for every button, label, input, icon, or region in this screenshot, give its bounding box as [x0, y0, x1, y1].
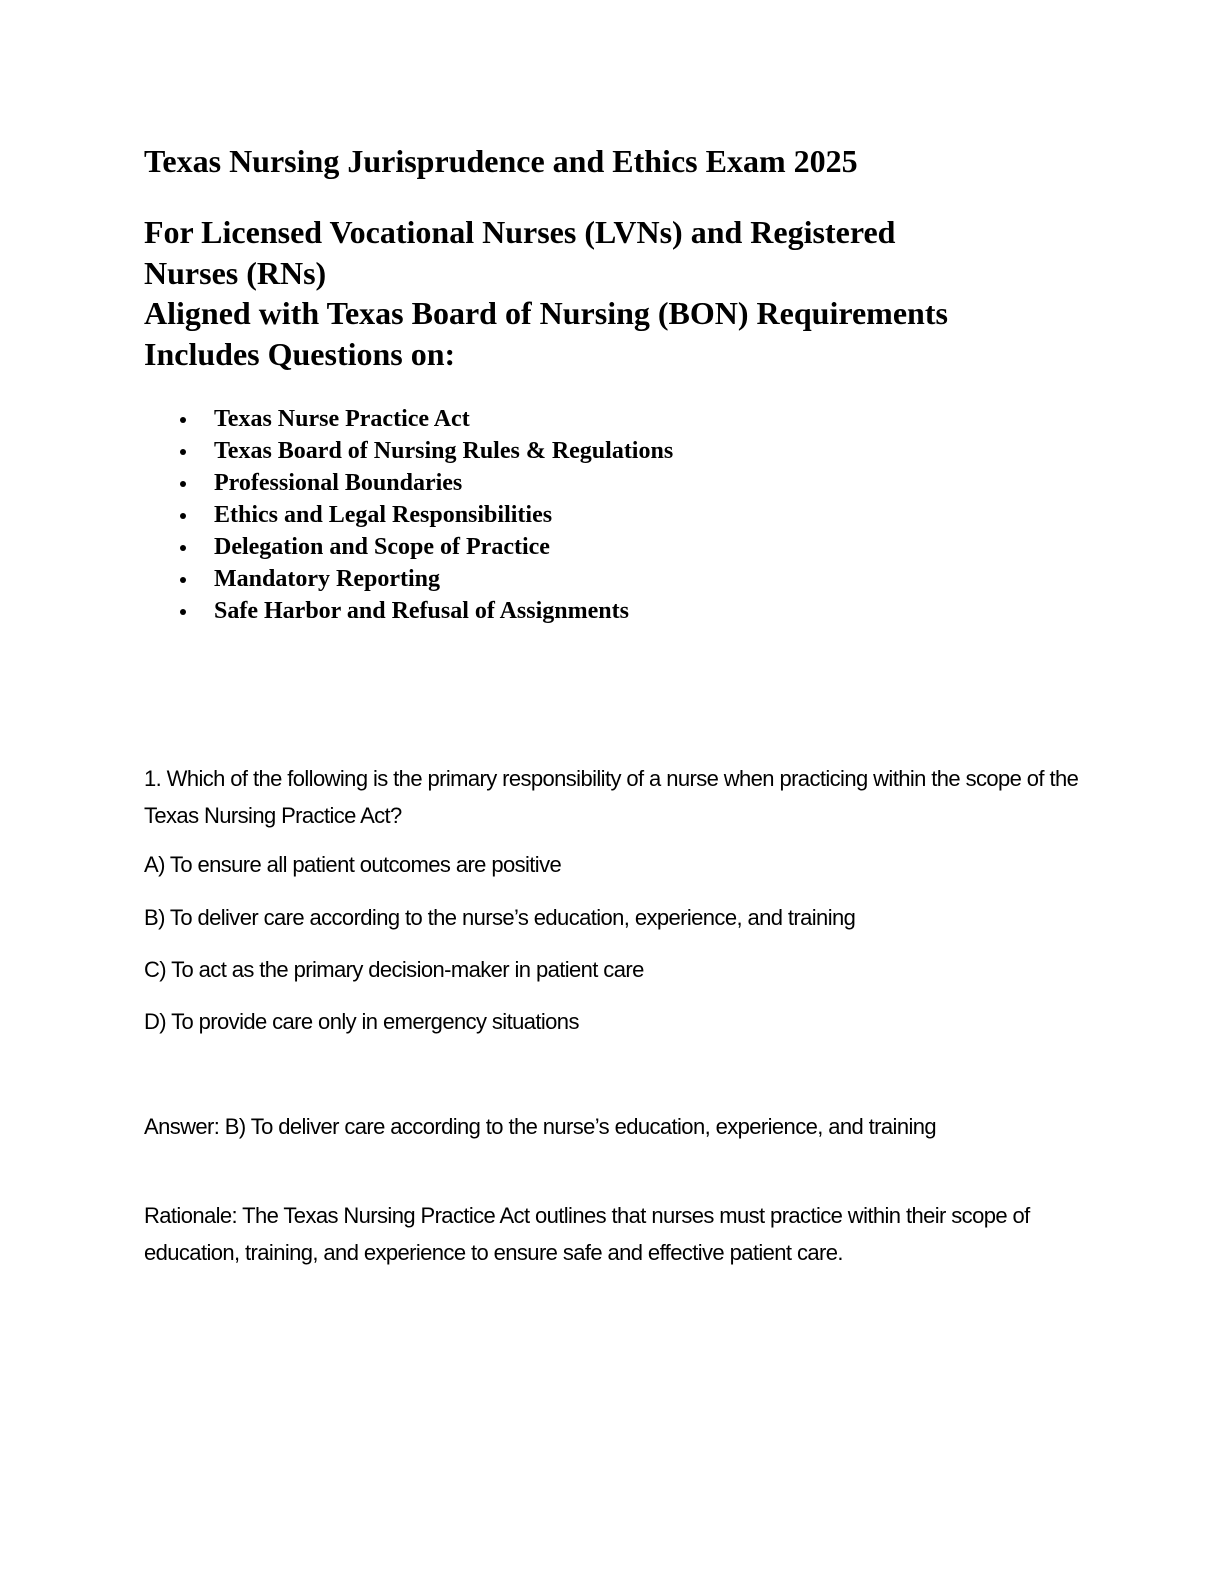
subtitle-includes: Includes Questions on:	[144, 335, 456, 372]
subtitle-audience-line-1: For Licensed Vocational Nurses (LVNs) and Registered	[144, 214, 896, 250]
topic-item	[170, 595, 673, 627]
subtitle-audience-line-2: Nurses (RNs)	[144, 254, 327, 291]
bullet-icon	[180, 449, 186, 455]
bullet-icon	[180, 417, 186, 423]
topic-label: Delegation and Scope of Practice	[214, 534, 550, 560]
topic-item	[170, 435, 673, 467]
topic-label: Texas Board of Nursing Rules & Regulations	[214, 438, 674, 464]
bullet-icon	[180, 577, 186, 583]
topic-item	[170, 531, 673, 563]
topic-item	[170, 563, 673, 595]
bullet-icon	[180, 609, 186, 615]
question-1-answer: Answer: B) To deliver care according to the nurse’s education, experience, and training	[144, 1114, 937, 1139]
topic-item	[170, 499, 673, 531]
question-1-rationale: Rationale: The Texas Nursing Practice Act outlines that nurses must practice within their scope of education, training, and experience to ensure safe and effective patient care.	[144, 1203, 1030, 1265]
bullet-icon	[180, 513, 186, 519]
topic-item	[170, 403, 673, 435]
question-1-option-c: C) To act as the primary decision-maker in patient care	[144, 957, 644, 982]
topic-label: Safe Harbor and Refusal of Assignments	[214, 598, 629, 624]
topic-label: Professional Boundaries	[214, 470, 463, 496]
bullet-icon	[180, 545, 186, 551]
topic-label: Texas Nurse Practice Act	[214, 406, 470, 432]
topic-item	[170, 467, 673, 499]
topics-list	[170, 403, 673, 627]
topic-label: Mandatory Reporting	[214, 566, 440, 592]
topic-label: Ethics and Legal Responsibilities	[214, 502, 553, 528]
subtitle-block	[144, 212, 1064, 374]
bullet-icon	[180, 481, 186, 487]
subtitle-alignment: Aligned with Texas Board of Nursing (BON) Requirements	[144, 295, 948, 331]
question-1-prompt: 1. Which of the following is the primary responsibility of a nurse when practicing within the scope of the Texas Nursing Practice Act?	[144, 766, 1079, 828]
question-1-option-b: B) To deliver care according to the nurse’s education, experience, and training	[144, 905, 856, 930]
question-1-option-d: D) To provide care only in emergency situations	[144, 1009, 579, 1034]
question-1-option-a: A) To ensure all patient outcomes are positive	[144, 852, 562, 877]
document-title: Texas Nursing Jurisprudence and Ethics Exam 2025	[144, 143, 858, 179]
